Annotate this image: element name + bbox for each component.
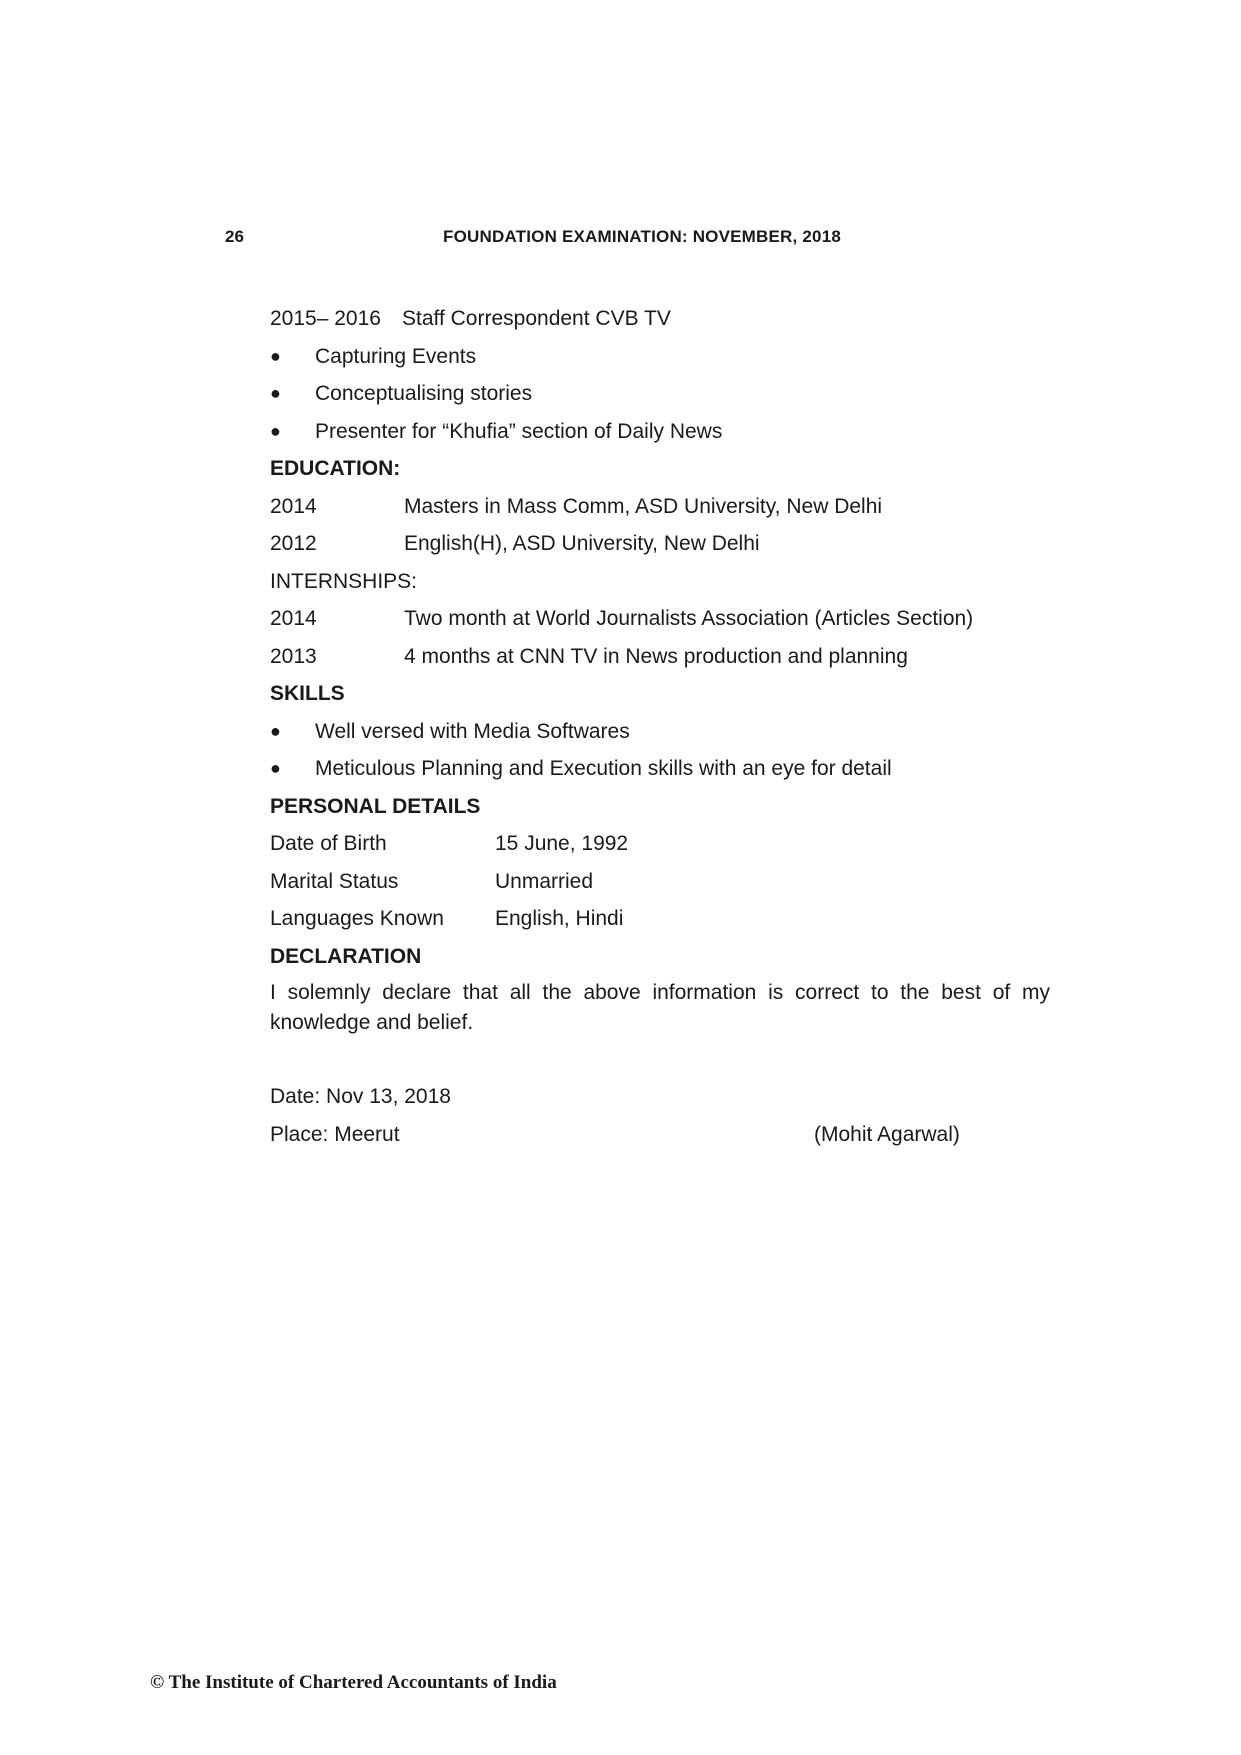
personal-label: Date of Birth bbox=[270, 832, 387, 855]
skills-bullet bbox=[270, 750, 1050, 788]
internship-row bbox=[270, 638, 1050, 676]
internship-detail: Two month at World Journalists Association (Articles Section) bbox=[404, 607, 974, 630]
personal-details-heading: PERSONAL DETAILS bbox=[270, 794, 481, 818]
signature-name: (Mohit Agarwal) bbox=[814, 1122, 960, 1146]
internship-year: 2014 bbox=[270, 607, 317, 630]
education-row bbox=[270, 488, 1050, 526]
internship-year: 2013 bbox=[270, 644, 317, 668]
internships-heading: INTERNSHIPS: bbox=[270, 569, 418, 593]
education-row bbox=[270, 525, 1050, 563]
experience-bullet bbox=[270, 375, 1050, 413]
personal-row bbox=[270, 825, 1050, 863]
personal-label: Languages Known bbox=[270, 907, 444, 930]
spacer bbox=[270, 1038, 1050, 1078]
bullet-icon: ● bbox=[270, 383, 281, 403]
personal-label: Marital Status bbox=[270, 869, 399, 893]
experience-role: Staff Correspondent CVB TV bbox=[402, 307, 671, 330]
bullet-text: Meticulous Planning and Execution skills with an eye for detail bbox=[315, 757, 892, 780]
experience-period: 2015– 2016 bbox=[270, 307, 381, 330]
skills-heading: SKILLS bbox=[270, 682, 345, 705]
internship-detail: 4 months at CNN TV in News production and planning bbox=[404, 644, 908, 668]
bullet-text: Conceptualising stories bbox=[315, 382, 533, 405]
personal-value: English, Hindi bbox=[495, 907, 624, 930]
bullet-text: Presenter for “Khufia” section of Daily News bbox=[315, 419, 723, 443]
place-row bbox=[270, 1116, 1050, 1154]
experience-row bbox=[270, 300, 1050, 338]
experience-bullet bbox=[270, 338, 1050, 376]
skills-bullet bbox=[270, 713, 1050, 751]
running-header: FOUNDATION EXAMINATION: NOVEMBER, 2018 bbox=[443, 227, 842, 246]
personal-value: Unmarried bbox=[495, 869, 594, 893]
copyright-footer: © The Institute of Chartered Accountants of India bbox=[150, 1672, 557, 1693]
bullet-text: Well versed with Media Softwares bbox=[315, 719, 630, 743]
personal-row bbox=[270, 863, 1050, 901]
bullet-icon: ● bbox=[270, 720, 281, 741]
declaration-heading: DECLARATION bbox=[270, 944, 422, 968]
experience-bullet bbox=[270, 413, 1050, 451]
internship-row bbox=[270, 600, 1050, 638]
bullet-icon: ● bbox=[270, 758, 281, 778]
declaration-date: Date: Nov 13, 2018 bbox=[270, 1085, 451, 1108]
education-heading: EDUCATION: bbox=[270, 457, 401, 480]
declaration-text: I solemnly declare that all the above information is correct to the best of my knowledge and belief. bbox=[270, 981, 1050, 1034]
bullet-icon: ● bbox=[270, 420, 281, 441]
resume-content bbox=[270, 300, 1050, 1153]
personal-value: 15 June, 1992 bbox=[495, 832, 629, 855]
page-number: 26 bbox=[225, 227, 244, 246]
education-detail: Masters in Mass Comm, ASD University, New Delhi bbox=[404, 494, 883, 518]
declaration-place: Place: Meerut bbox=[270, 1122, 400, 1146]
bullet-text: Capturing Events bbox=[315, 344, 477, 368]
education-year: 2014 bbox=[270, 494, 317, 518]
personal-row bbox=[270, 900, 1050, 938]
education-year: 2012 bbox=[270, 532, 317, 555]
education-detail: English(H), ASD University, New Delhi bbox=[404, 532, 760, 555]
bullet-icon: ● bbox=[270, 345, 281, 366]
